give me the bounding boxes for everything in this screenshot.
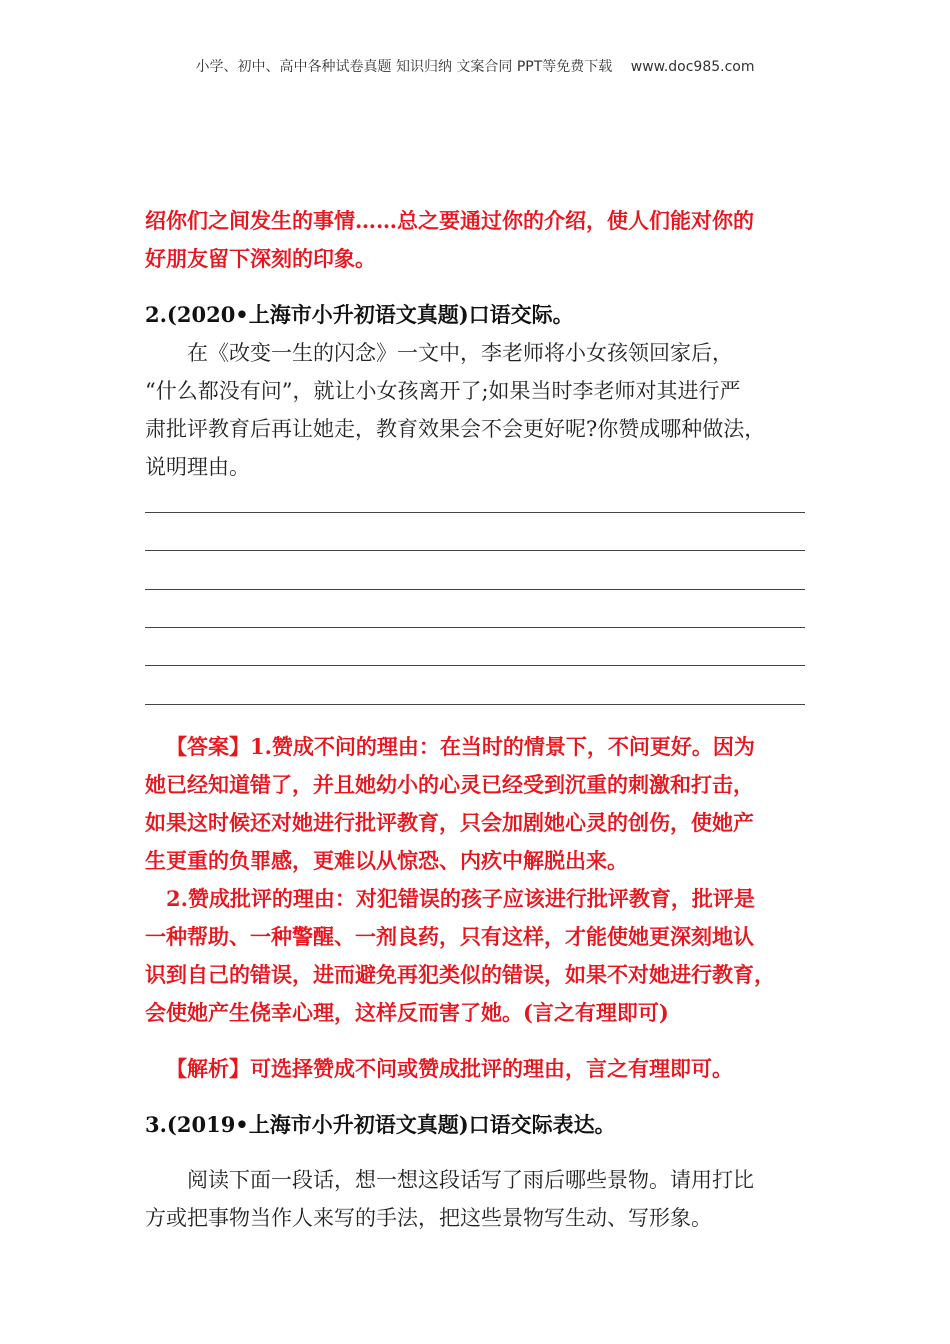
previous-answer-tail [145, 202, 805, 278]
answer-blank-line [145, 665, 805, 666]
text-line: 一种帮助、一种警醒、一剂良药，只有这样，才能使她更深刻地认 [145, 924, 754, 949]
text-line: 2.赞成批评的理由：对犯错误的孩子应该进行批评教育，批评是 [166, 886, 755, 911]
text-line: “什么都没有问”，就让小女孩离开了;如果当时李老师对其进行严 [145, 379, 741, 403]
text-line: 她已经知道错了，并且她幼小的心灵已经受到沉重的刺激和打击， [145, 772, 754, 797]
text-line: 说明理由。 [145, 455, 250, 479]
answer-blank-line [145, 550, 805, 551]
text-line: 绍你们之间发生的事情……总之要通过你的介绍，使人们能对你的 [145, 208, 754, 233]
question-3-title: 3.(2019•上海市小升初语文真题)口语交际表达。 [145, 1112, 616, 1137]
answer-blank-line [145, 627, 805, 628]
page-header [0, 56, 950, 76]
text-line: 阅读下面一段话，想一想这段话写了雨后哪些景物。请用打比 [187, 1168, 754, 1192]
text-line: 方或把事物当作人来写的手法，把这些景物写生动、写形象。 [145, 1206, 712, 1230]
answer-blank-line [145, 589, 805, 590]
question-2-title: 2.(2020•上海市小升初语文真题)口语交际。 [145, 302, 574, 327]
text-line: 在《改变一生的闪念》一文中，李老师将小女孩领回家后， [187, 341, 733, 365]
answer-first-line [145, 728, 805, 766]
answer-blank-line [145, 512, 805, 513]
header-site-link[interactable]: www.doc985.com [630, 59, 755, 75]
analysis-label: 【解析】 [166, 1056, 250, 1081]
text-line: 生更重的负罪感，更难以从惊恐、内疚中解脱出来。 [145, 848, 628, 873]
question-2-answer [145, 728, 805, 1032]
analysis-text: 可选择赞成不问或赞成批评的理由，言之有理即可。 [250, 1056, 733, 1081]
text-line: 肃批评教育后再让她走，教育效果会不会更好呢?你赞成哪种做法， [145, 417, 766, 441]
answer-label: 【答案】 [166, 734, 250, 759]
question-2-prompt [145, 334, 805, 486]
question-2-analysis [145, 1050, 805, 1088]
text-line: 好朋友留下深刻的印象。 [145, 246, 376, 271]
text-line: 识到自己的错误，进而避免再犯类似的错误，如果不对她进行教育， [145, 962, 775, 987]
text-line: 会使她产生侥幸心理，这样反而害了她。(言之有理即可) [145, 1000, 669, 1025]
question-3-prompt [145, 1161, 805, 1237]
text-line: 如果这时候还对她进行批评教育，只会加剧她心灵的创伤，使她产 [145, 810, 754, 835]
answer-blank-line [145, 704, 805, 705]
header-text: 小学、初中、高中各种试卷真题 知识归纳 文案合同 PPT等免费下载 [195, 59, 613, 75]
text-line: 1.赞成不问的理由：在当时的情景下，不问更好。因为 [250, 734, 755, 759]
